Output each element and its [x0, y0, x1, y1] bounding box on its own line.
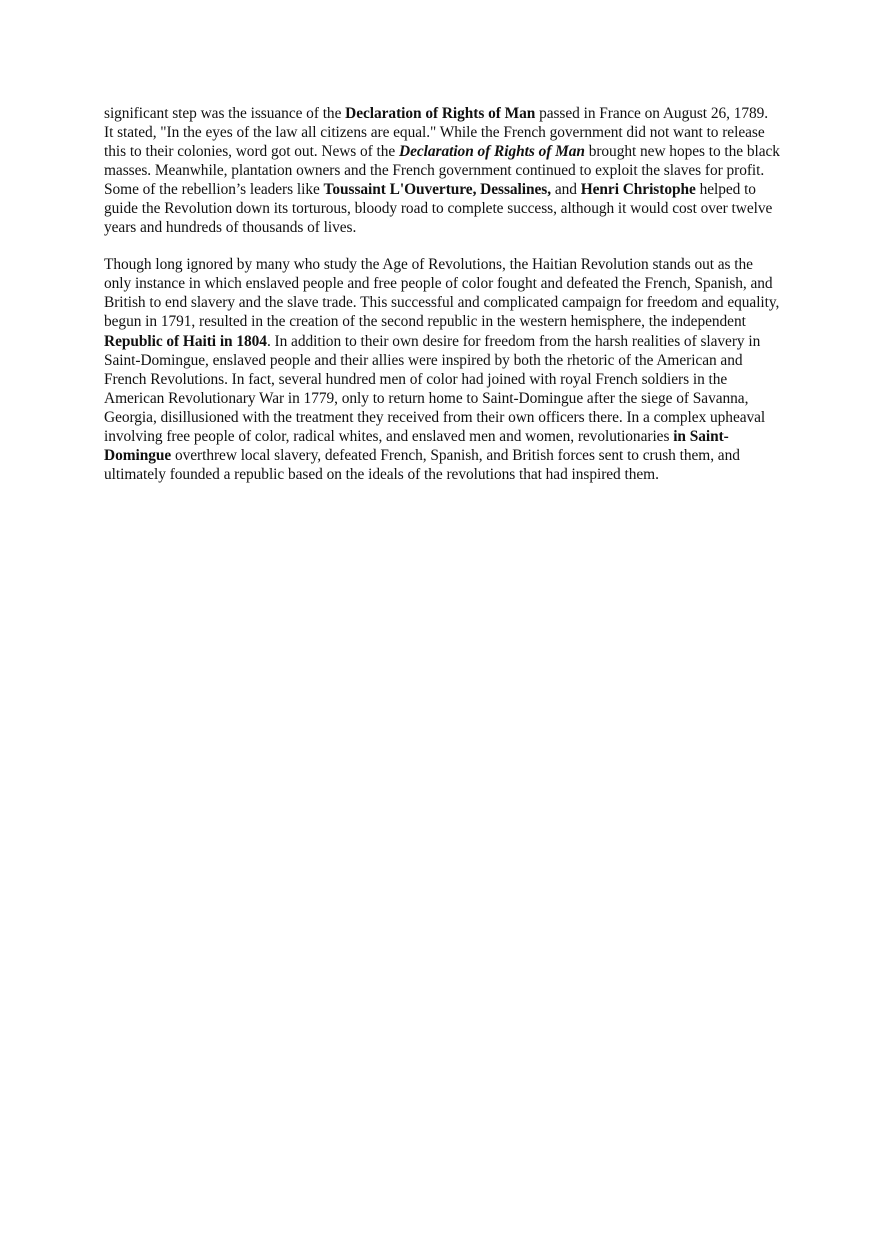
text-run: significant step was the issuance of the — [104, 105, 346, 122]
body-text — [104, 104, 780, 484]
bold-term-declaration: Declaration of Rights of Man — [345, 105, 536, 122]
text-run: passed in France on August 26, 1789. It stated, "In the eyes of the law all citizens are equal." While the French government did not want to release this to their colonies, word got out. News of the — [104, 105, 769, 161]
text-run: Though long ignored by many who study the Age of Revolutions, the Haitian Revolution stands out as the only instance in which enslaved people and free people of color fought and defeated the French, Spanish, and British to end slavery and the slave trade. This successful and complicated campaign for freedom and equality, begun in 1791, resulted in the creation of the second republic in the western hemisphere, the independent — [104, 256, 780, 331]
bold-term-republic-of-haiti: Republic of Haiti in 1804 — [104, 332, 267, 350]
bold-term-leaders: Toussaint L'Ouverture, Dessalines, — [323, 181, 552, 199]
text-run: overthrew local slavery, defeated French, Spanish, and British forces sent to crush them, and ultimately founded a republic based on the ideals of the revolutions that had inspired them. — [104, 446, 740, 483]
bold-italic-term-declaration: Declaration of Rights of Man — [399, 143, 585, 161]
text-run: brought new hopes to the black masses. Meanwhile, plantation owners and the French government continued to exploit the slaves for profit. Some of the rebellion’s leaders like — [104, 143, 780, 199]
bold-term-saint-domingue: in Saint-Domingue — [104, 427, 729, 464]
text-run: . In addition to their own desire for freedom from the harsh realities of slavery in Saint-Domingue, enslaved people and their allies were inspired by both the rhetoric of the American and French Revolutions. In fact, several hundred men of color had joined with royal French soldiers in the American Revolutionary War in 1779, only to return home to Saint-Domingue after the siege of Savanna, Georgia, disillusioned with the treatment they received from their own officers there. In a complex upheaval involving free people of color, radical whites, and enslaved men and women, revolutionaries — [104, 332, 766, 445]
text-run: helped to guide the Revolution down its torturous, bloody road to complete success, although it would cost over twelve years and hundreds of thousands of lives. — [104, 181, 773, 237]
paragraph-haitian-revolution — [104, 255, 780, 484]
paragraph-declaration-rights — [104, 104, 780, 237]
bold-term-henri-christophe: Henri Christophe — [580, 181, 696, 199]
text-run: and — [551, 181, 581, 199]
